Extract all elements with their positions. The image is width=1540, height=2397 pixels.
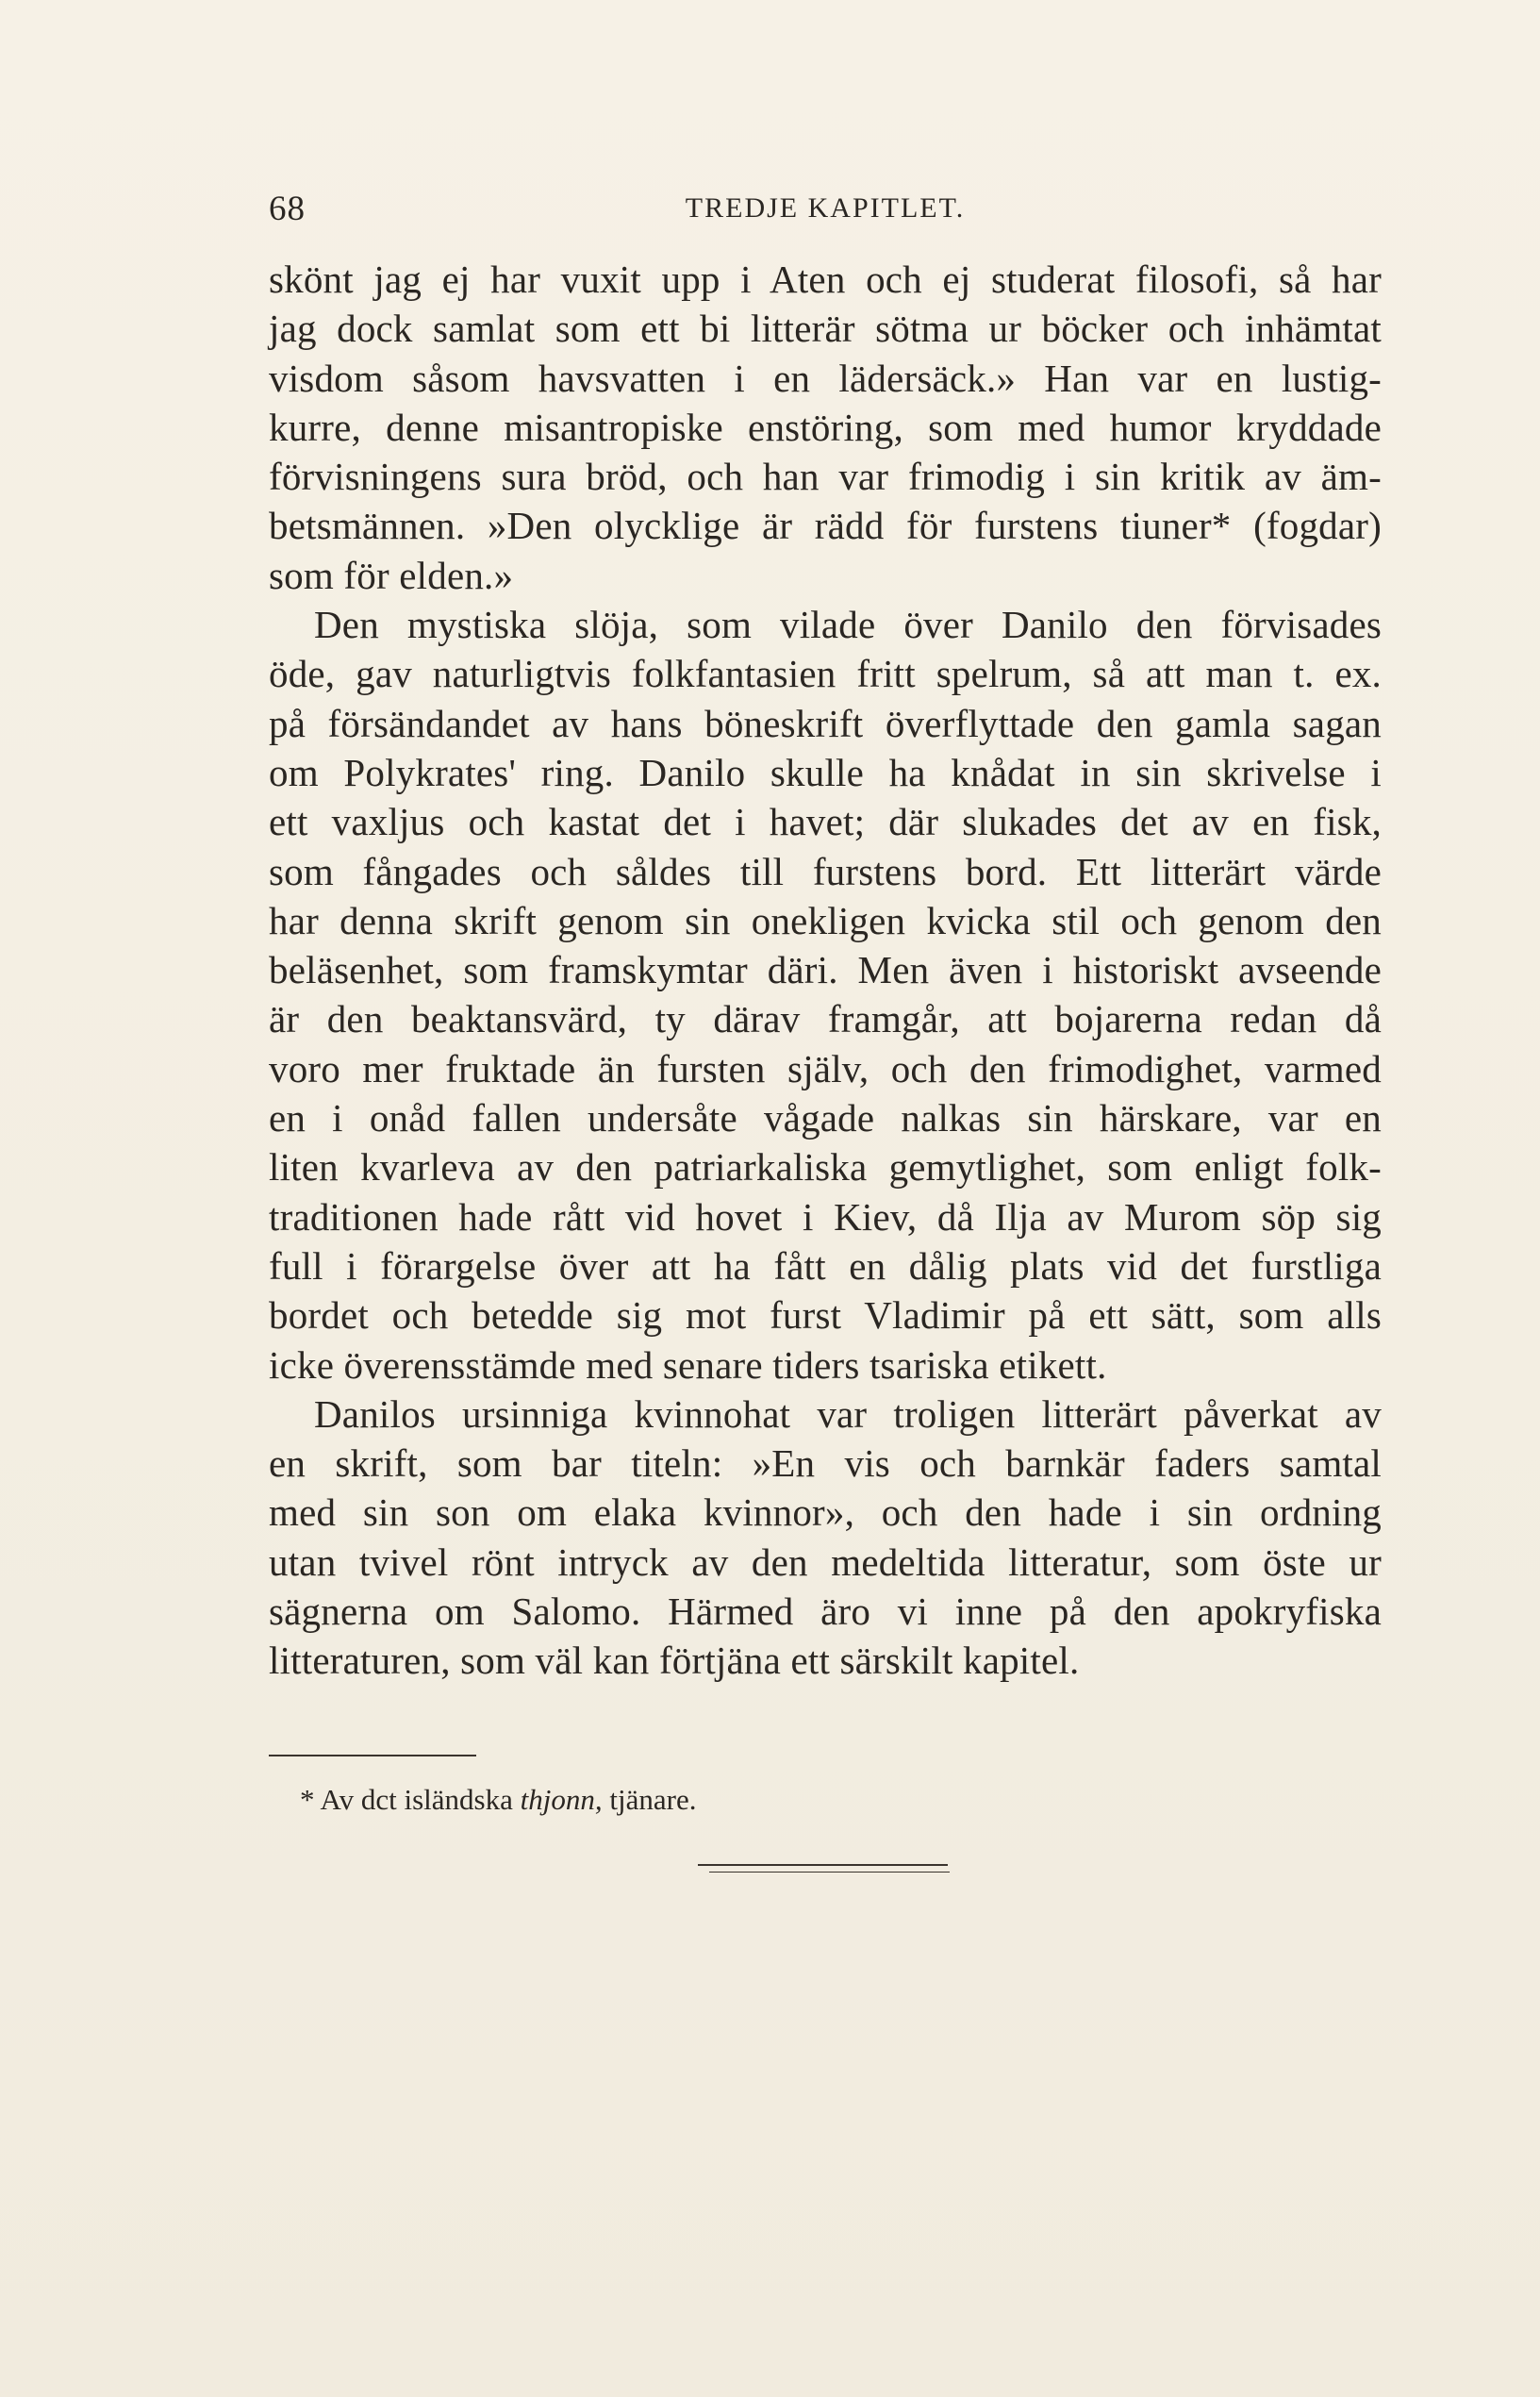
- text-line: på försändandet av hans böneskrift överflyttade den gamla sagan: [269, 701, 1382, 745]
- text-line: jag dock samlat som ett bi litterär sötma ur böcker och inhämtat: [269, 307, 1382, 351]
- text-line: skönt jag ej har vuxit upp i Aten och ej studerat filosofi, så har: [269, 258, 1382, 301]
- footnote-text: Av dct isländska: [320, 1783, 513, 1816]
- body-text: [269, 255, 1382, 1686]
- text-line: voro mer fruktade än fursten själv, och den frimodighet, varmed: [269, 1046, 1382, 1090]
- footnote: [300, 1783, 696, 1817]
- text-line: ett vaxljus och kastat det i havet; där slukades det av en fisk,: [269, 800, 1382, 844]
- text-line: full i förargelse över att ha fått en dålig plats vid det furstliga: [269, 1243, 1382, 1288]
- text-line: betsmännen. »Den olycklige är rädd för furstens tiuner* (fogdar): [269, 504, 1382, 548]
- text-line: utan tvivel rönt intryck av den medeltida litteratur, som öste ur: [269, 1540, 1382, 1584]
- text-line: traditionen hade rått vid hovet i Kiev, då Ilja av Murom söp sig: [269, 1194, 1382, 1239]
- text-line: har denna skrift genom sin onekligen kvicka stil och genom den: [269, 898, 1382, 942]
- footnote-divider: [269, 1755, 476, 1756]
- text-line: Danilos ursinniga kvinnohat var troligen litterärt påverkat av: [314, 1391, 1382, 1436]
- text-line: icke överensstämde med senare tiders tsariska etikett.: [269, 1342, 1107, 1387]
- footnote-italic-word: thjonn,: [520, 1783, 603, 1816]
- text-line: sägnerna om Salomo. Härmed äro vi inne på den apokryfiska: [269, 1590, 1382, 1634]
- text-line: liten kvarleva av den patriarkaliska gemytlighet, som enligt folk-: [269, 1145, 1382, 1190]
- text-line: är den beaktansvärd, ty därav framgår, att bojarerna redan då: [269, 997, 1382, 1041]
- text-line: en i onåd fallen undersåte vågade nalkas sin härskare, var en: [269, 1096, 1382, 1140]
- text-line: som för elden.»: [269, 553, 514, 597]
- text-line: förvisningens sura bröd, och han var frimodig i sin kritik av äm-: [269, 455, 1382, 499]
- text-line: en skrift, som bar titeln: »En vis och barnkär faders samtal: [269, 1441, 1382, 1486]
- text-line: öde, gav naturligtvis folkfantasien fritt spelrum, så att man t. ex.: [269, 652, 1382, 696]
- end-ornament-rule: [709, 1872, 950, 1873]
- text-line: litteraturen, som väl kan förtjäna ett särskilt kapitel.: [269, 1639, 1080, 1683]
- text-line: visdom såsom havsvatten i en lädersäck.» Han var en lustig-: [269, 356, 1382, 400]
- page-number: 68: [269, 190, 306, 228]
- text-line: med sin son om elaka kvinnor», och den hade i sin ordning: [269, 1490, 1382, 1535]
- text-line: Den mystiska slöja, som vilade över Danilo den förvisades: [314, 603, 1382, 647]
- running-head: [269, 189, 1382, 236]
- text-line: som fångades och såldes till furstens bord. Ett litterärt värde: [269, 849, 1382, 893]
- chapter-title: TREDJE KAPITLET.: [685, 192, 966, 224]
- footnote-marker: *: [300, 1783, 315, 1816]
- text-line: om Polykrates' ring. Danilo skulle ha knådat in sin skrivelse i: [269, 750, 1382, 794]
- text-line: kurre, denne misantropiske enstöring, som med humor kryddade: [269, 405, 1382, 449]
- footnote-gloss: tjänare.: [609, 1783, 697, 1816]
- text-line: bordet och betedde sig mot furst Vladimir på ett sätt, som alls: [269, 1293, 1382, 1338]
- text-line: beläsenhet, som framskymtar däri. Men även i historiskt avseende: [269, 948, 1382, 992]
- end-ornament-rule: [698, 1864, 948, 1866]
